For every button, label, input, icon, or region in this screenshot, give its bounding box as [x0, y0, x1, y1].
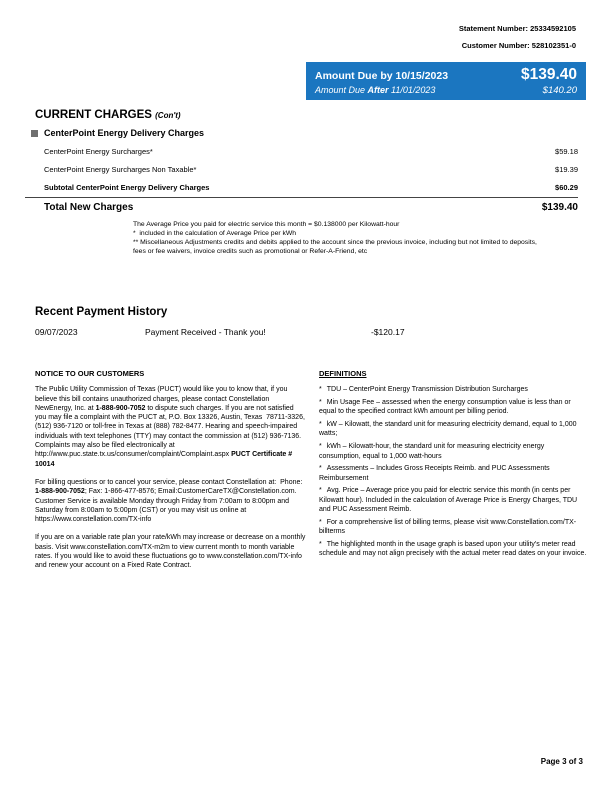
charges-notes	[133, 220, 537, 256]
definition-text: For a comprehensive list of billing terms, please visit www.Constellation.com/TX-billterms	[319, 518, 577, 536]
amount-due-by-value: $139.40	[520, 66, 577, 83]
notice-section	[35, 369, 306, 580]
total-new-charges-amount: $139.40	[541, 202, 578, 213]
current-charges-title-text: CURRENT CHARGES	[35, 109, 152, 121]
notice-paragraph: For billing questions or to cancel your service, please contact Constellation at: Phone: 1-888-900-7052; Fax: 1-866-477-8576; Email:CustomerCareTX@Constellation.com. Customer Service is available Monday through Friday from 7:00am to 8:00pm and Saturday from 8:00am to 5:00pm (CST) or you may visit us online at https://www.constellation.com/TX-info	[35, 478, 305, 524]
charge-row	[44, 165, 578, 183]
definitions-section	[319, 369, 587, 562]
current-charges-title	[35, 109, 181, 121]
statement-number-label: Statement Number:	[458, 24, 529, 33]
definition-item	[319, 385, 587, 394]
payment-history-rows	[35, 327, 555, 337]
definition-text: Assessments – Includes Gross Receipts Reimb. and PUC Assessments Reimbursement	[319, 465, 552, 482]
asterisk-bullet: *	[319, 465, 322, 473]
payment-date: 09/07/2023	[35, 327, 78, 337]
amount-due-after-emphasis: After	[367, 85, 389, 95]
definition-text: Avg. Price – Average price you paid for electric service this month (in cents per Kilowatt hour). Included in the calculation of Average Price is Energy Charges, TDU and PUC Assessment Reimb.	[319, 487, 580, 514]
note-line: ** Miscellaneous Adjustments credits and debits applied to the account since the previous invoice, including but not limited to deposits, fees or fee waivers, invoice credits such as promotional or Refer-A-Friend, etc	[133, 239, 539, 256]
charge-label: CenterPoint Energy Surcharges Non Taxable*	[44, 165, 197, 174]
definition-item	[319, 540, 587, 559]
delivery-charges-group-title: CenterPoint Energy Delivery Charges	[44, 128, 205, 138]
definition-text: The highlighted month in the usage graph is based upon your utility's meter read schedule and may not align precisely with the actual meter read dates on your invoice.	[319, 540, 587, 558]
charge-label: CenterPoint Energy Surcharges*	[44, 147, 153, 156]
amount-due-banner	[306, 62, 586, 100]
statement-number	[459, 24, 576, 33]
asterisk-bullet: *	[319, 399, 322, 407]
notice-paragraph: If you are on a variable rate plan your rate/kWh may increase or decrease on a monthly basis. Visit www.constellation.com/TX-m2m to view current month to month variable rates. If you would like to avoid these fluctuations go to www.constellation.com/TX-info and renew your account on a Fixed Rate Contract.	[35, 534, 308, 570]
square-bullet-icon	[31, 130, 38, 137]
asterisk-bullet: *	[319, 443, 322, 451]
definitions-title: DEFINITIONS	[319, 369, 367, 378]
asterisk-bullet: *	[319, 518, 322, 526]
page-number: Page 3 of 3	[540, 757, 583, 766]
definition-item	[319, 486, 587, 514]
definition-item	[319, 398, 587, 417]
payment-amount: -$120.17	[371, 327, 405, 337]
total-new-charges-label: Total New Charges	[44, 202, 134, 213]
asterisk-bullet: *	[319, 487, 322, 495]
charge-row	[44, 183, 578, 201]
statement-number-value: 25334592105	[530, 24, 576, 33]
customer-number-label: Customer Number:	[461, 41, 530, 50]
payment-description: Payment Received - Thank you!	[145, 327, 266, 337]
asterisk-bullet: *	[319, 540, 322, 548]
charge-amount: $59.18	[555, 147, 578, 156]
amount-due-by-row	[315, 66, 577, 84]
note-line: * included in the calculation of Average Price per kWh	[133, 230, 297, 238]
definition-text: Min Usage Fee – assessed when the energy consumption value is less than or equal to the specified contract kWh amount per billing period.	[319, 399, 573, 416]
customer-number-value: 528102351-0	[531, 41, 576, 50]
definition-text: TDU – CenterPoint Energy Transmission Distribution Surcharges	[326, 386, 528, 394]
definitions-list	[319, 385, 587, 558]
notice-paragraph: The Public Utility Commission of Texas (PUCT) would like you to know that, if you believe this bill contains unauthorized charges, please contact Constellation NewEnergy, Inc. at 1-888-900-7052 to dispute such charges. If you are not satisfied you may file a complaint with the PUCT at, P.O. Box 13326, Austin, Texas 78711-3326, (512) 936-7120 or toll-free in Texas at (888) 782-8477. Hearing and speech-impaired individuals with text telephones (TTY) may contact the commission at (512) 936-7136. Complaints may also be filed electronically at http://www.puc.state.tx.us/consumer/complaint/Complaint.aspx PUCT Certificate # 10014	[35, 386, 307, 468]
definition-text: kW – Kilowatt, the standard unit for measuring electricity demand, equal to 1,000 watts;	[319, 421, 579, 438]
total-new-charges-row	[44, 202, 578, 213]
customer-number	[459, 41, 576, 50]
notice-paragraphs	[35, 385, 306, 570]
charge-row	[44, 147, 578, 165]
charge-amount: $19.39	[555, 165, 578, 174]
amount-due-after-label	[315, 85, 435, 95]
charge-label: Subtotal CenterPoint Energy Delivery Charges	[44, 183, 210, 192]
amount-due-after-date: 11/01/2023	[388, 85, 436, 95]
amount-due-after-value: $140.20	[542, 85, 577, 96]
amount-due-after-row	[315, 85, 577, 96]
delivery-charges-group	[31, 128, 204, 138]
total-divider	[25, 197, 578, 198]
notice-title: NOTICE TO OUR CUSTOMERS	[35, 369, 145, 378]
amount-due-after-prefix: Amount Due	[315, 85, 368, 95]
definition-item	[319, 518, 587, 537]
current-charges-title-suffix: (Con't)	[155, 111, 181, 120]
account-numbers	[459, 24, 576, 58]
asterisk-bullet: *	[319, 386, 322, 394]
note-line: The Average Price you paid for electric service this month = $0.138000 per Kilowatt-hour	[133, 221, 400, 228]
definition-item	[319, 420, 587, 439]
definition-text: kWh – Kilowatt-hour, the standard unit for measuring electricity energy consumption, equal to 1,000 watt-hours	[319, 443, 547, 460]
charge-rows	[44, 147, 578, 201]
definition-item	[319, 464, 587, 483]
payment-history-title: Recent Payment History	[35, 306, 168, 318]
payment-row	[35, 327, 555, 337]
asterisk-bullet: *	[319, 421, 322, 429]
definition-item	[319, 442, 587, 461]
charge-amount: $60.29	[555, 183, 578, 192]
amount-due-by-label: Amount Due by 10/15/2023	[315, 70, 449, 82]
